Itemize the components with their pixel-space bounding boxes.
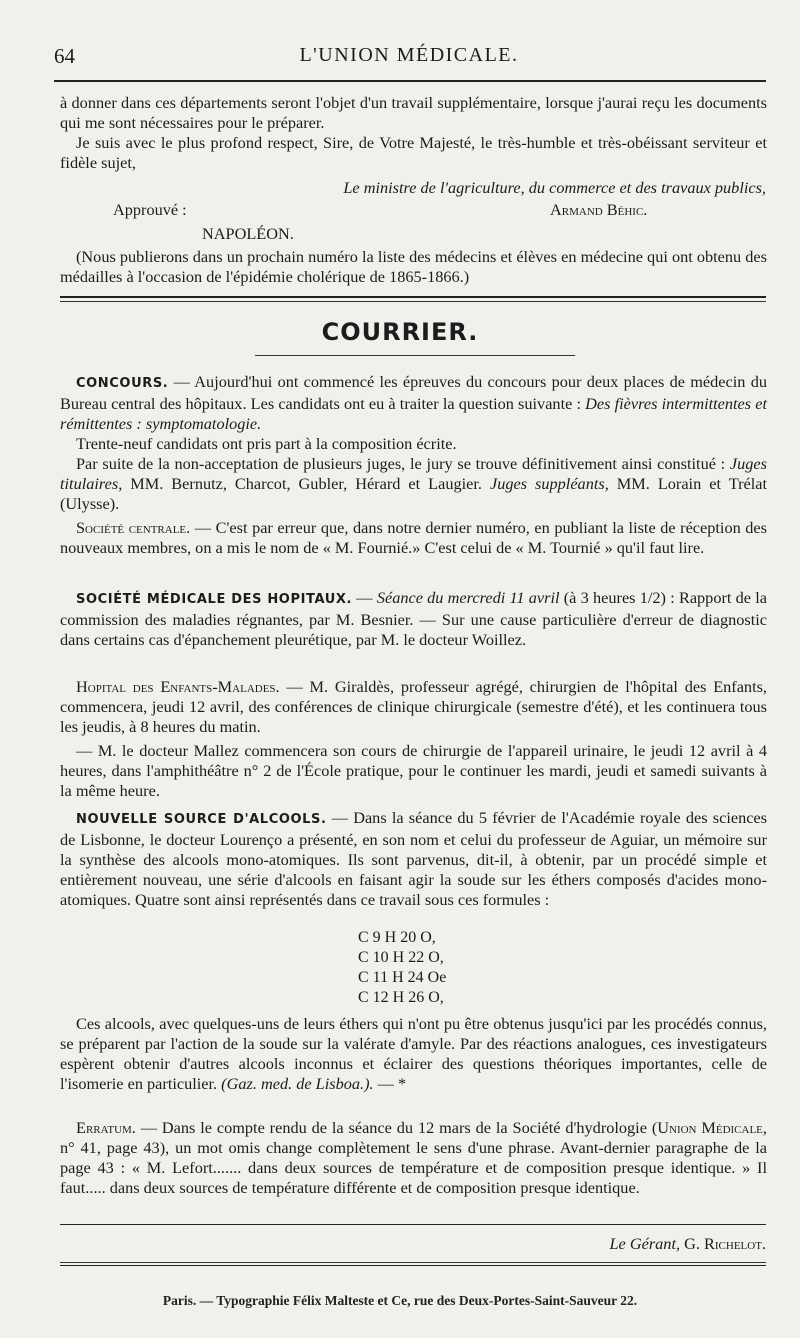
footer-rule-1 — [60, 1262, 766, 1263]
formula-1: C 9 H 20 O, — [358, 929, 436, 946]
emperor-signature: NAPOLÉON. — [202, 224, 294, 243]
minister-name: Armand Béhic. — [550, 200, 648, 219]
letter-body — [60, 93, 767, 173]
end-mark: — * — [373, 1074, 407, 1093]
candidates-count: Trente-neuf candidats ont pris part à la composition écrite. — [76, 434, 457, 453]
mallez-section — [60, 741, 767, 801]
title-underline — [255, 355, 575, 356]
concours-section — [60, 372, 767, 514]
jury-members: MM. Bernutz, Charcot, Gubler, Hérard et Laugier. — [122, 474, 490, 493]
alcools-text: — Dans la séance du 5 février de l'Académie royale des sciences de Lisbonne, le docteur Lourenço a présenté, en son nom et celui du professeur de Aguiar, un mémoire sur la synthèse des alcools mono-atomiques. Ils sont parvenus, dit-il, à obtenir, par un procédé simple et entièrement nouveau, une série d'alcools en faisant agir la soude sur les éthers composés d'acides mono-atomiques. Quatre sont ainsi représentés dans ce travail sous ces formules : — [60, 808, 767, 909]
footer-rule-2 — [60, 1265, 766, 1266]
medal-note-text: (Nous publierons dans un prochain numéro la liste des médecins et élèves en médecine qui ont obtenu des médailles à l'occasion de l'épidémie cholérique de 1865-1866.) — [60, 247, 767, 286]
erratum-section — [60, 1118, 767, 1198]
minister-title: Le ministre de l'agriculture, du commerce et des travaux publics, — [343, 178, 766, 197]
gerant-role: Le Gérant, — [609, 1234, 681, 1253]
formula-4: C 12 H 26 O, — [358, 989, 444, 1006]
letter-line-2: Je suis avec le plus profond respect, Sire, de Votre Majesté, le très-humble et très-obéissant serviteur et fidèle sujet, — [60, 133, 767, 172]
section-title: COURRIER. — [321, 318, 479, 346]
exam-question: Des fièvres intermittentes et rémittentes : symptomatologie. — [60, 394, 768, 433]
printer-footer: Paris. — Typographie Félix Malteste et Ce, rue des Deux-Portes-Saint-Sauveur 22. — [162, 1293, 638, 1308]
concours-label: CONCOURS. — [76, 376, 169, 391]
gerant-name: G. Richelot. — [684, 1234, 766, 1253]
jury-suppleants: MM. Lorain et Trélat (Ulysse). — [60, 474, 767, 513]
gerant-signature — [610, 1234, 767, 1254]
erratum-text-2: , n° 41, page 43), un mot omis change complètement le sens d'une phrase. Avant-dernier paragraphe de la page 43 : « M. Lefort....... dans deux sources de température et de composition presque identique. » Il faut..... dans deux sources de température différente et de composition presque identique. — [60, 1118, 767, 1197]
societe-centrale-text: — C'est par erreur que, dans notre dernier numéro, en publiant la liste de réception des nouveaux membres, on a mis le nom de « M. Fournié.» C'est celui de « M. Tournié » qu'il faut lire. — [60, 518, 767, 557]
hopital-text: — M. Giraldès, professeur agrégé, chirurgien de l'hôpital des Enfants, commencera, jeudi 12 avril, des conférences de clinique chirurgicale (semestre d'été), et les continuera tous les jeudis, à 8 heures du matin. — [60, 677, 767, 736]
juges-suppleants: Juges suppléants, — [489, 474, 609, 493]
letter-line-1: à donner dans ces départements seront l'objet d'un travail supplémentaire, lorsque j'aurai reçu les documents qui me sont nécessaires pour le préparer. — [60, 93, 767, 132]
juges-titulaires: Juges titulaires, — [60, 454, 767, 493]
header-rule — [54, 80, 766, 82]
dash: — — [352, 588, 377, 607]
societe-centrale-label: Société centrale. — [76, 518, 191, 537]
concours-text: — Aujourd'hui ont commencé les épreuves du concours pour deux places de médecin du Bureau central des hôpitaux. Les candidats ont eu à traiter la question suivante : — [60, 372, 767, 413]
page-header — [54, 44, 764, 74]
alcools-label: NOUVELLE SOURCE D'ALCOOLS. — [76, 812, 327, 827]
section-rule-top — [60, 296, 766, 298]
alcools-conclusion-text: Ces alcools, avec quelques-uns de leurs éthers qui n'ont pu être obtenus jusqu'ici par les procédés connus, se préparent par l'action de la soude sur la valérate d'amyle. Par des réactions analogues, ces investigateurs espèrent obtenir d'autres alcools inconnus et éclairer des questions théoriques importantes, celle de l'isomerie en particulier. — [60, 1014, 767, 1093]
erratum-journal: Union Médicale — [657, 1118, 763, 1137]
approved-label: Approuvé : — [113, 200, 187, 219]
mallez-text: — M. le docteur Mallez commencera son cours de chirurgie de l'appareil urinaire, le jeudi 12 avril à 4 heures, dans l'amphithéâtre n° 2 de l'École pratique, pour le continuer les mardi, jeudi et samedi suivants à la même heure. — [60, 741, 767, 800]
erratum-rule — [60, 1224, 766, 1225]
citation: (Gaz. med. de Lisboa.). — [221, 1074, 374, 1093]
hopital-label: Hopital des Enfants-Malades. — [76, 677, 280, 696]
hopital-section — [60, 677, 767, 737]
alcools-section — [60, 808, 767, 910]
medal-note — [60, 247, 767, 287]
alcools-conclusion — [60, 1014, 767, 1094]
societe-medicale-text: (à 3 heures 1/2) : Rapport de la commission des maladies régnantes, par M. Besnier. — Sur une cause particulière d'erreur de diagnostic dans certains cas d'épanchement pleurétique, par M. le docteur Woillez. — [60, 588, 767, 649]
erratum-text-1: — Dans le compte rendu de la séance du 12 mars de la Société d'hydrologie ( — [135, 1118, 658, 1137]
page-number: 64 — [54, 44, 75, 68]
societe-centrale-section — [60, 518, 767, 558]
formula-3: C 11 H 24 Oe — [358, 969, 447, 986]
section-rule-bottom — [60, 301, 766, 302]
societe-medicale-label: SOCIÉTÉ MÉDICALE DES HOPITAUX. — [76, 592, 353, 607]
societe-medicale-section — [60, 588, 767, 650]
seance-date: Séance du mercredi 11 avril — [376, 588, 560, 607]
formula-2: C 10 H 22 O, — [358, 949, 444, 966]
erratum-label: Erratum. — [76, 1118, 136, 1137]
jury-text: Par suite de la non-acceptation de plusieurs juges, le jury se trouve définitivement ainsi constitué : — [76, 454, 730, 473]
journal-title: L'UNION MÉDICALE. — [299, 44, 519, 66]
